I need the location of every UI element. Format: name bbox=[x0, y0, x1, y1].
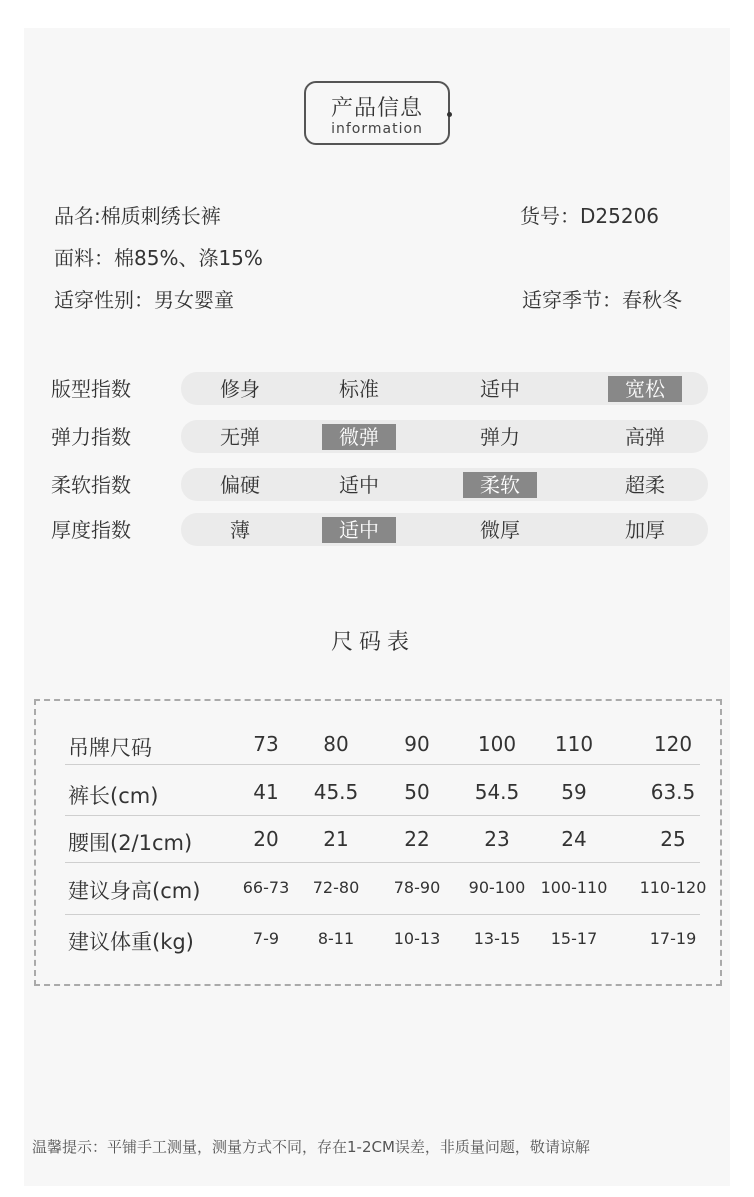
size-cell: 17-19 bbox=[649, 928, 697, 948]
size-cell: 15-17 bbox=[550, 928, 598, 948]
season: 适穿季节：春秋冬 bbox=[522, 288, 682, 312]
size-row-label: 建议体重(kg) bbox=[68, 930, 194, 954]
table-divider bbox=[65, 914, 700, 915]
size-cell: 50 bbox=[404, 780, 430, 804]
index-label: 弹力指数 bbox=[51, 425, 131, 449]
index-option: 微厚 bbox=[480, 518, 520, 542]
index-option: 加厚 bbox=[625, 518, 665, 542]
size-cell: 13-15 bbox=[473, 928, 521, 948]
index-option-selected: 宽松 bbox=[608, 376, 682, 402]
size-cell: 90-100 bbox=[468, 877, 526, 897]
size-cell: 22 bbox=[404, 827, 430, 851]
index-option-selected: 适中 bbox=[322, 517, 396, 543]
size-cell: 21 bbox=[323, 827, 349, 851]
size-cell: 25 bbox=[660, 827, 686, 851]
table-divider bbox=[65, 862, 700, 863]
size-cell: 78-90 bbox=[393, 877, 441, 897]
size-cell: 8-11 bbox=[317, 928, 355, 948]
index-label: 柔软指数 bbox=[51, 473, 131, 497]
index-option: 标准 bbox=[339, 377, 379, 401]
index-label: 版型指数 bbox=[51, 377, 131, 401]
size-cell: 63.5 bbox=[650, 780, 696, 804]
size-cell: 66-73 bbox=[242, 877, 290, 897]
product-name: 品名:棉质刺绣长裤 bbox=[54, 204, 221, 228]
size-row-label: 吊牌尺码 bbox=[68, 736, 152, 760]
size-cell: 7-9 bbox=[252, 928, 280, 948]
index-option: 高弹 bbox=[625, 425, 665, 449]
size-cell: 73 bbox=[253, 732, 279, 756]
index-label: 厚度指数 bbox=[51, 518, 131, 542]
index-option-selected: 柔软 bbox=[463, 472, 537, 498]
table-divider bbox=[65, 764, 700, 765]
footer-note: 温馨提示：平铺手工测量，测量方式不同，存在1-2CM误差，非质量问题，敬请谅解 bbox=[32, 1138, 590, 1156]
size-row-label: 建议身高(cm) bbox=[68, 879, 201, 903]
index-option: 弹力 bbox=[480, 425, 520, 449]
size-cell: 54.5 bbox=[474, 780, 520, 804]
title-badge bbox=[304, 81, 450, 145]
item-number: 货号：D25206 bbox=[520, 204, 660, 228]
title-en: information bbox=[331, 121, 423, 137]
size-cell: 110-120 bbox=[639, 877, 707, 897]
index-option: 适中 bbox=[480, 377, 520, 401]
size-cell: 72-80 bbox=[312, 877, 360, 897]
size-cell: 41 bbox=[253, 780, 279, 804]
index-option: 适中 bbox=[339, 473, 379, 497]
size-cell: 45.5 bbox=[313, 780, 359, 804]
size-cell: 10-13 bbox=[393, 928, 441, 948]
size-cell: 90 bbox=[404, 732, 430, 756]
size-cell: 20 bbox=[253, 827, 279, 851]
index-option: 偏硬 bbox=[220, 473, 260, 497]
size-row-label: 腰围(2/1cm) bbox=[68, 831, 193, 855]
size-cell: 23 bbox=[484, 827, 510, 851]
size-cell: 120 bbox=[653, 732, 693, 756]
size-cell: 24 bbox=[561, 827, 587, 851]
index-option: 无弹 bbox=[220, 425, 260, 449]
gender: 适穿性别：男女婴童 bbox=[54, 288, 234, 312]
size-cell: 59 bbox=[561, 780, 587, 804]
title-cn: 产品信息 bbox=[330, 96, 423, 121]
size-cell: 80 bbox=[323, 732, 349, 756]
index-option: 薄 bbox=[230, 518, 250, 542]
fabric: 面料：棉85%、涤15% bbox=[54, 246, 263, 270]
size-cell: 100 bbox=[477, 732, 517, 756]
size-cell: 100-110 bbox=[540, 877, 608, 897]
index-option: 修身 bbox=[220, 377, 260, 401]
size-cell: 110 bbox=[554, 732, 594, 756]
index-option: 超柔 bbox=[625, 473, 665, 497]
badge-dot bbox=[447, 112, 452, 117]
table-divider bbox=[65, 815, 700, 816]
index-option-selected: 微弹 bbox=[322, 424, 396, 450]
size-chart-title: 尺码表 bbox=[331, 630, 416, 655]
size-row-label: 裤长(cm) bbox=[68, 784, 159, 808]
